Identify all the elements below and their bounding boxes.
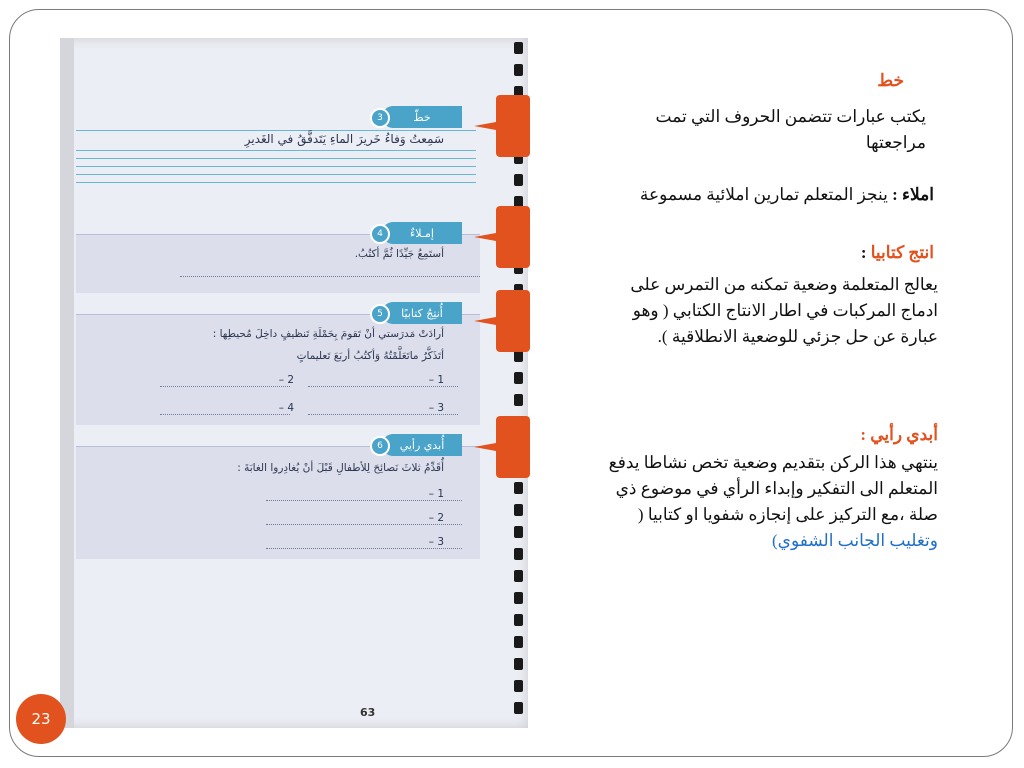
intij-item-3: 3 – [428,402,444,414]
note-imla [594,182,934,208]
ubdi-item-1: 1 – [428,488,444,500]
intij-line-2: أتَذَكَّرُ ماتَعَلَّمْتُهُ وَأكتُبُ أربَعَ تَعليماتٍ [296,350,444,362]
section-number-4: 4 [370,224,390,244]
section-tab-khat: خطّ [382,106,462,128]
ubdi-line: أُقَدِّمُ ثلاثَ نَصائِحَ لِلأطفالِ قَبْلَ أنْ يُغادِروا الغابَةَ : [237,462,444,474]
callout-khat [496,95,530,157]
section-number-5: 5 [370,304,390,324]
intij-item-1: 1 – [428,374,444,386]
intij-item-4: 4 – [278,402,294,414]
imla-line: أستَمِعُ جَيِّدًا ثُمَّ أكتُبُ. [354,248,444,260]
khat-line: سَمِعتُ وَفاءُ خَريرَ الماءِ يَتَدفَّقُ في الغَديرِ [244,132,444,146]
callout-intij [496,290,530,352]
book-page-number: 63 [360,706,376,719]
section-tab-intij: أُنتِجُ كتابيًا [382,302,462,324]
note-intij-title: انتج كتابيا : [860,243,934,262]
section-tab-ubdi: أُبدي رأيي [382,434,462,456]
note-ubdi-title: أبدي رأيي : [860,425,938,444]
callout-imla [496,206,530,268]
section-tab-imla: إمـلاءٌ [382,222,462,244]
note-ubdi-body: ينتهي هذا الركن بتقديم وضعية تخص نشاطا يدفع المتعلم الى التفكير وإبداء الرأي في موضوع ذي صلة ،مع التركيز على إنجازه شفويا او كتابيا ( وتغليب الجانب الشفوي) [608,453,938,550]
page-edge [60,38,74,728]
note-khat-title: خط [877,71,904,90]
note-imla-title: املاء : [892,185,934,204]
note-ubdi-blue: وتغليب الجانب الشفوي) [772,531,938,550]
intij-line-1: أرادَتْ مَدرَستي أنْ تَقومَ بِحَمْلَةِ تَنظيفٍ داخِلَ مُحيطِها : [212,328,444,340]
note-khat-body: يكتب عبارات تتضمن الحروف التي تمت مراجعتها [655,107,926,152]
slide-number-badge: 23 [16,694,66,744]
callout-ubdi [496,416,530,478]
book-page-scan [60,38,528,728]
section-number-3: 3 [370,108,390,128]
note-intij-body: يعالج المتعلمة وضعية تمكنه من التمرس على ادماج المركبات في اطار الانتاج الكتابي ( وهو عبارة عن حل جزئي للوضعية الانطلاقية ). [630,275,938,346]
ubdi-item-3: 3 – [428,536,444,548]
intij-item-2: 2 – [278,374,294,386]
section-number-6: 6 [370,436,390,456]
ubdi-item-2: 2 – [428,512,444,524]
note-imla-body: ينجز المتعلم تمارين املائية مسموعة [639,185,888,204]
